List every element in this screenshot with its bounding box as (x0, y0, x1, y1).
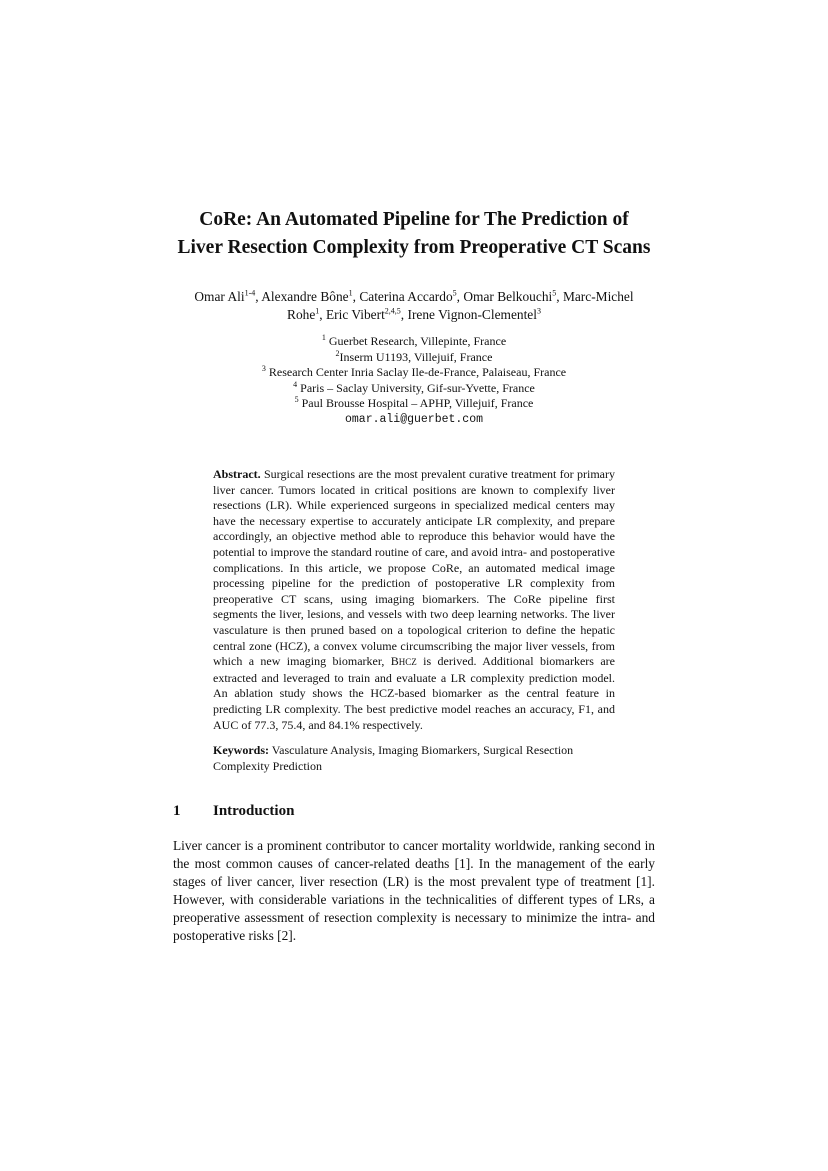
author-name: Marc-Michel (562, 289, 634, 304)
affiliation-list (0, 334, 828, 428)
abstract-text-part-1: Surgical resections are the most prevalent curative treatment for primary liver cancer. Tumors located in critical positions are known to complexify liver resections (LR). While experienced surgeons in specialized medical centers may have the necessary expertise to accurately anticipate LR complexity, and prepare accordingly, an objective method able to reproduce this behavior would have the potential to improve the standard routine of care, and avoid intra- and postoperative complications. In this article, we propose CoRe, an automated medical image processing pipeline for the prediction of postoperative LR complexity from preoperative CT scans, using imaging biomarkers. The CoRe pipeline first segments the liver, lesions, and vessels with two deep learning networks. The liver vasculature is then pruned based on a topological criterion to define the hepatic central zone (HCZ), a convex volume circumscribing the major liver vessels, from which a new imaging biomarker, (213, 467, 615, 669)
intro-paragraph (173, 837, 655, 946)
keywords-label: Keywords: (213, 743, 269, 757)
author-affil-sup: 1 (315, 306, 320, 316)
affiliation-text: Inserm U1193, Villejuif, France (339, 349, 493, 364)
biomarker-subscript: HCZ (398, 657, 417, 668)
author-name: Irene Vignon-Clementel (407, 307, 537, 322)
affiliation-sup: 1 (321, 333, 326, 342)
author-line-1: Omar Ali$^{1-4}$, Alexandre Bône$^1$, Caterina Accardo$^5$, Omar Belkouchi$^5$, Marc-Michel (194, 288, 634, 304)
title-line-1: CoRe: An Automated Pipeline for The Prediction of (199, 209, 629, 230)
author-list (0, 288, 828, 324)
affiliation-sup: 5 (294, 395, 299, 405)
author-name: Rohe (287, 307, 316, 322)
affiliation-sup: 2 (335, 348, 340, 358)
intro-text: Liver cancer is a prominent contributor to cancer mortality worldwide, ranking second in the most common causes of cancer-related deaths [1]. In the management of the early stages of liver cancer, liver resection (LR) is the most prevalent type of treatment [1]. However, with considerable variations in the technicalities of different types of LRs, a preoperative assessment of resection complexity is necessary to minimize the intra- and postoperative risks [2]. (173, 838, 655, 944)
affiliation-item (0, 381, 828, 397)
paper-title (0, 206, 828, 262)
author-name: Eric Vibert (325, 307, 385, 322)
abstract-text-part-2: is derived. Additional biomarkers are extracted and leveraged to train and evaluate a LR complexity prediction model. An ablation study shows the HCZ-based biomarker as the central feature in predicting LR complexity. The best predictive model reaches an accuracy, F1, and AUC of 77.3, 75.4, and 84.1% respectively. (213, 654, 615, 732)
author-affil-sup: 5 (452, 288, 457, 298)
affiliation-item (0, 365, 828, 381)
section-heading (173, 801, 655, 821)
author-affil-sup: 1-4 (244, 288, 256, 298)
author-affil-sup: 1 (348, 288, 353, 298)
section-title: Introduction (213, 803, 295, 819)
affiliation-text: Guerbet Research, Villepinte, France (328, 334, 507, 348)
author-name: Omar Ali (194, 289, 245, 304)
author-name: Alexandre Bône (261, 289, 349, 304)
author-affil-sup: 5 (552, 288, 557, 298)
affiliation-text: Paris – Saclay University, Gif-sur-Yvette, France (300, 380, 535, 395)
author-line-2: Rohe$^1$, Eric Vibert$^{2,4,5}$, Irene Vignon-Clementel$^3$ (287, 306, 541, 322)
biomarker-letter: B (390, 654, 399, 669)
affiliation-sup: 4 (293, 379, 298, 389)
affiliation-item (0, 350, 828, 366)
abstract-label: Abstract. (213, 467, 261, 481)
biomarker-symbol (391, 654, 417, 668)
author-affil-sup: 3 (536, 306, 541, 316)
author-name: Caterina Accardo (359, 289, 453, 304)
author-affil-sup: 2,4,5 (384, 306, 401, 316)
affiliation-item (0, 334, 828, 350)
keywords-text: Vasculature Analysis, Imaging Biomarkers, Surgical Resection Complexity Prediction (213, 743, 574, 773)
affiliation-item (0, 396, 828, 412)
keywords (213, 743, 615, 774)
abstract (213, 467, 615, 733)
affiliation-text: Paul Brousse Hospital – APHP, Villejuif, France (301, 396, 534, 411)
author-name: Omar Belkouchi (463, 289, 553, 304)
section-number: 1 (173, 803, 181, 819)
affiliation-text: Research Center Inria Saclay Ile-de-France, Palaiseau, France (268, 365, 567, 380)
affiliation-sup: 3 (261, 364, 266, 374)
title-line-2: Liver Resection Complexity from Preoperative CT Scans (177, 237, 651, 258)
author-email[interactable]: omar.ali@guerbet.com (344, 412, 484, 426)
